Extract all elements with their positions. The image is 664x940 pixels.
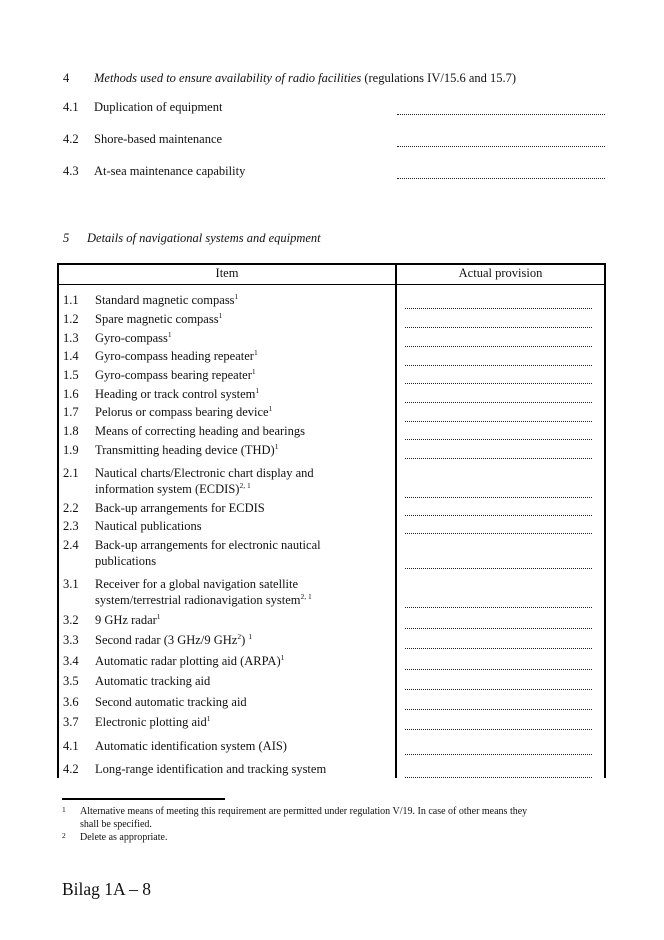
actual-provision-field[interactable] <box>405 689 592 690</box>
item-number: 3.4 <box>63 654 79 668</box>
footnote-mark: 2 <box>62 831 66 840</box>
item-number: 3.3 <box>63 633 79 647</box>
footnote-reference: 1 <box>156 612 161 621</box>
section-number: 5 <box>63 231 70 245</box>
actual-provision-field[interactable] <box>405 628 592 629</box>
item-label: Automatic identification system (AIS) <box>95 739 287 753</box>
item-number: 3.6 <box>63 695 79 709</box>
footnote-reference: 1 <box>248 632 253 641</box>
item-label: Standard magnetic compass$^1$ <box>95 292 239 307</box>
item-label: At-sea maintenance capability <box>94 164 246 178</box>
item-number: 1.9 <box>63 443 79 457</box>
item-number: 1.7 <box>63 405 79 419</box>
item-number: 3.7 <box>63 715 79 729</box>
footnote-reference: 1 <box>274 442 279 451</box>
actual-provision-field[interactable] <box>405 383 592 384</box>
item-input-field[interactable] <box>397 146 605 147</box>
item-label: Gyro-compass heading repeater$^1$ <box>95 348 258 363</box>
actual-provision-field[interactable] <box>405 515 592 516</box>
table-left-border <box>57 263 59 778</box>
table-header-divider <box>57 284 606 285</box>
item-number: 1.6 <box>63 387 79 401</box>
item-label: Spare magnetic compass$^1$ <box>95 311 223 326</box>
item-label: Automatic radar plotting aid (ARPA)$^1$ <box>95 653 285 668</box>
item-input-field[interactable] <box>397 178 605 179</box>
item-label: Back-up arrangements for electronic nautical <box>95 538 321 552</box>
actual-provision-field[interactable] <box>405 327 592 328</box>
item-label: Long-range identification and tracking system <box>95 762 327 776</box>
table-column-divider <box>395 263 397 778</box>
actual-provision-field[interactable] <box>405 754 592 755</box>
footnote-reference: 1 <box>251 367 256 376</box>
item-label: Means of correcting heading and bearings <box>95 424 305 438</box>
actual-provision-field[interactable] <box>405 439 592 440</box>
item-label: system/terrestrial radionavigation system$^{2, 1}$ <box>95 592 312 607</box>
item-label: Automatic tracking aid <box>95 674 211 688</box>
actual-provision-field[interactable] <box>405 607 592 608</box>
footnote-rule <box>62 798 225 800</box>
footnote-reference: 1 <box>167 330 172 339</box>
footnote-reference: 1 <box>253 348 258 357</box>
item-number: 4.1 <box>63 739 79 753</box>
footnote-reference: 1 <box>218 311 223 320</box>
item-label: Second automatic tracking aid <box>95 695 247 709</box>
actual-provision-field[interactable] <box>405 497 592 498</box>
item-label: information system (ECDIS)$^{2, 1}$ <box>95 481 251 496</box>
footnote-reference: 1 <box>206 714 211 723</box>
footnote-text: shall be specified. <box>80 819 152 830</box>
footnote-text: Alternative means of meeting this requirement are permitted under regulation V/19. In case of other means they <box>80 806 528 817</box>
footnote-reference: 2, 1 <box>239 481 251 490</box>
actual-provision-field[interactable] <box>405 777 592 778</box>
footnote-reference: 2 <box>237 632 242 641</box>
actual-provision-field[interactable] <box>405 365 592 366</box>
item-label: Transmitting heading device (THD)$^1$ <box>95 442 279 457</box>
footnote-text: Delete as appropriate. <box>80 832 168 843</box>
item-number: 1.3 <box>63 331 79 345</box>
item-label: Pelorus or compass bearing device$^1$ <box>95 404 273 419</box>
actual-provision-field[interactable] <box>405 729 592 730</box>
item-number: 2.3 <box>63 519 79 533</box>
item-number: 2.1 <box>63 466 79 480</box>
item-number: 3.5 <box>63 674 79 688</box>
item-input-field[interactable] <box>397 114 605 115</box>
footnote-reference: 1 <box>234 292 239 301</box>
item-label: Electronic plotting aid$^1$ <box>95 714 211 729</box>
actual-provision-field[interactable] <box>405 346 592 347</box>
item-number: 4.2 <box>63 132 79 146</box>
item-number: 1.1 <box>63 293 79 307</box>
item-label: Back-up arrangements for ECDIS <box>95 501 265 515</box>
footnote-reference: 1 <box>280 653 285 662</box>
actual-provision-field[interactable] <box>405 533 592 534</box>
actual-provision-field[interactable] <box>405 669 592 670</box>
page-footer: Bilag 1A – 8 <box>62 879 151 899</box>
item-label: Nautical publications <box>95 519 202 533</box>
item-label: Nautical charts/Electronic chart display and <box>95 466 314 480</box>
item-label: Gyro-compass bearing repeater$^1$ <box>95 367 256 382</box>
item-number: 1.4 <box>63 349 79 363</box>
actual-provision-field[interactable] <box>405 568 592 569</box>
item-label: Heading or track control system$^1$ <box>95 386 260 401</box>
item-number: 3.2 <box>63 613 79 627</box>
item-label: Receiver for a global navigation satellite <box>95 577 299 591</box>
section-title: Methods used to ensure availability of radio facilities <box>94 71 362 85</box>
column-header-actual-provision: Actual provision <box>458 266 543 280</box>
item-number: 1.2 <box>63 312 79 326</box>
section-number: 4 <box>63 71 70 85</box>
item-number: 4.1 <box>63 100 79 114</box>
item-label: publications <box>95 554 157 568</box>
item-label: Second radar (3 GHz/9 GHz$^2$) $^1$ <box>95 632 253 647</box>
item-number: 2.4 <box>63 538 79 552</box>
item-number: 3.1 <box>63 577 79 591</box>
actual-provision-field[interactable] <box>405 458 592 459</box>
section-title: Details of navigational systems and equipment <box>87 231 321 245</box>
actual-provision-field[interactable] <box>405 709 592 710</box>
footnote-reference: 1 <box>255 386 260 395</box>
footnote-reference: 2, 1 <box>300 592 312 601</box>
footnote-reference: 1 <box>268 404 273 413</box>
item-number: 4.2 <box>63 762 79 776</box>
item-number: 1.8 <box>63 424 79 438</box>
table-right-border <box>604 263 606 778</box>
footnote-mark: 1 <box>62 805 66 814</box>
item-label: 9 GHz radar$^1$ <box>95 612 161 627</box>
item-number: 1.5 <box>63 368 79 382</box>
column-header-item: Item <box>215 266 239 280</box>
item-number: 4.3 <box>63 164 79 178</box>
item-number: 2.2 <box>63 501 79 515</box>
item-label: Shore-based maintenance <box>94 132 223 146</box>
actual-provision-field[interactable] <box>405 308 592 309</box>
actual-provision-field[interactable] <box>405 648 592 649</box>
table-top-border <box>57 263 606 265</box>
item-label: Duplication of equipment <box>94 100 223 114</box>
actual-provision-field[interactable] <box>405 402 592 403</box>
section-title-reference: (regulations IV/15.6 and 15.7) <box>361 71 517 85</box>
item-label: Gyro-compass$^1$ <box>95 330 172 345</box>
actual-provision-field[interactable] <box>405 421 592 422</box>
